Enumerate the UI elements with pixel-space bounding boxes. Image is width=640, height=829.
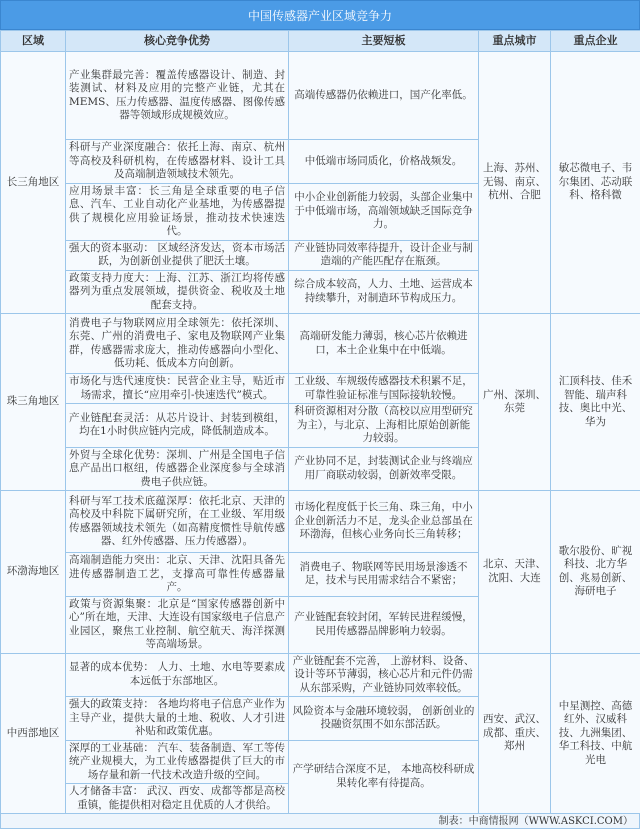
advantage-cell: 高端制造能力突出：北京、天津、沈阳具备先进传感器制造工艺，支撑高可靠性传感器量产。 [66,553,289,597]
shortcoming-cell: 消费电子、物联网等民用场景渗透不足，技术与民用需求结合不紧密； [289,553,479,597]
advantage-cell: 产业链配套灵活：从芯片设计、封装到模组，均在1小时供应链内完成，降低制造成本。 [66,404,289,448]
advantage-cell: 强大的政策支持： 各地均将电子信息产业作为主导产业，提供大量的土地、税收、人才引进补贴和政策优惠。 [66,697,289,741]
key-cities: 西安、武汉、成都、重庆、郑州 [479,653,551,814]
key-cities: 广州、深圳、东莞 [479,314,551,491]
shortcoming-cell: 综合成本较高，人力、土地、运营成本持续攀升，对制造环节构成压力。 [289,270,479,314]
table-row [1,653,640,697]
shortcoming-cell: 市场化程度低于长三角、珠三角，中小企业创新活力不足，龙头企业总部虽在环渤海，但核心业务向长三角转移； [289,491,479,553]
shortcoming-cell: 产业链配套不完善， 上游材料、设备、设计等环节薄弱，核心芯片和元件仍需从东部采购，产业链协同效率较低。 [289,653,479,697]
key-companies: 中星测控、高德红外、汉威科技、九洲集团、华工科技、中航光电 [551,653,640,814]
advantage-cell: 科研与产业深度融合：依托上海、南京、杭州等高校及科研机构，在传感器材料、设计工具及高端制造领域技术领先。 [66,140,289,184]
key-cities: 北京、天津、沈阳、大连 [479,491,551,654]
table-row [1,314,640,374]
shortcoming-cell: 高端研发能力薄弱，核心芯片依赖进口，本土企业集中在中低端。 [289,314,479,374]
shortcoming-cell: 产业协同不足，封装测试企业与终端应用厂商联动较弱，创新效率受限。 [289,447,479,491]
shortcoming-cell: 产业链配套较封闭，军转民进程缓慢，民用传感器品牌影响力较弱。 [289,596,479,653]
region-name: 中西部地区 [1,653,66,814]
header-cities: 重点城市 [479,31,551,52]
region-name: 环渤海地区 [1,491,66,654]
shortcoming-cell: 风险资本与金融环境较弱， 创新创业的投融资氛围不如东部活跃。 [289,697,479,741]
table-row [1,491,640,553]
shortcoming-cell: 中低端市场同质化，价格战频发。 [289,140,479,184]
advantage-cell: 科研与军工技术底蕴深厚：依托北京、天津的高校及中科院下属研究所，在工业级、军用级传感器领域技术领先（如高精度惯性导航传感器、红外传感器、压力传感器）。 [66,491,289,553]
region-name: 长三角地区 [1,52,66,314]
advantage-cell: 消费电子与物联网应用全球领先：依托深圳、东莞、广州的消费电子、家电及物联网产业集群，传感器需求庞大，推动传感器向小型化、低功耗、低成本方向创新。 [66,314,289,374]
header-row [1,31,640,52]
shortcoming-cell: 中小企业创新能力较弱，头部企业集中于中低端市场，高端领域缺乏国际竞争力。 [289,183,479,240]
advantage-cell: 市场化与迭代速度快：民营企业主导，贴近市场需求，擅长“应用牵引-快速迭代”模式。 [66,374,289,404]
shortcoming-cell: 工业级、车规级传感器技术积累不足，可靠性验证标准与国际接轨较慢。 [289,374,479,404]
header-companies: 重点企业 [551,31,640,52]
shortcoming-cell: 产业链协同效率待提升，设计企业与制造端的产能匹配存在瓶颈。 [289,240,479,270]
shortcoming-cell: 高端传感器仍依赖进口，国产化率低。 [289,52,479,140]
key-companies: 敏芯微电子、韦尔集团、芯动联科、格科微 [551,52,640,314]
header-shortcomings: 主要短板 [289,31,479,52]
header-advantages: 核心竞争优势 [66,31,289,52]
key-companies: 歌尔股份、旷视科技、北方华创、兆易创新、海研电子 [551,491,640,654]
header-region: 区域 [1,31,66,52]
advantage-cell: 强大的资本驱动： 区域经济发达，资本市场活跃，为创新创业提供了肥沃土壤。 [66,240,289,270]
table-title: 中国传感器产业区域竞争力 [0,0,640,30]
advantage-cell: 应用场景丰富：长三角是全球重要的电子信息、汽车、工业自动化产业基地，为传感器提供了规模化应用验证场景，推动技术快速迭代。 [66,183,289,240]
advantage-cell: 显著的成本优势： 人力、土地、水电等要素成本远低于东部地区。 [66,653,289,697]
advantage-cell: 外贸与全球化优势：深圳、广州是全国电子信息产品出口枢纽，传感器企业深度参与全球消费电子供应链。 [66,447,289,491]
advantage-cell: 政策与资源集聚：北京是“国家传感器创新中心”所在地，天津、大连设有国家级电子信息产业园区，聚焦工业控制、航空航天、海洋探测等高端场景。 [66,596,289,653]
advantage-cell: 产业集群最完善：覆盖传感器设计、制造、封装测试、材料及应用的完整产业链，尤其在MEMS、压力传感器、温度传感器、图像传感器等领域形成规模效应。 [66,52,289,140]
advantage-cell: 人才储备丰富： 武汉、西安、成都等都是高校重镇，能提供相对稳定且优质的人才供给。 [66,784,289,814]
table-row [1,52,640,140]
shortcoming-cell: 科研资源相对分散（高校以应用型研究为主），与北京、上海相比原始创新能力较弱。 [289,404,479,448]
key-companies: 汇顶科技、佳禾智能、瑞声科技、奥比中光、华为 [551,314,640,491]
advantage-cell: 深厚的工业基础： 汽车、装备制造、军工等传统产业规模大，为工业传感器提供了巨大的市场存量和新一代技术改造升级的空间。 [66,740,289,784]
advantage-cell: 政策支持力度大：上海、江苏、浙江均将传感器列为重点发展领域，提供资金、税收及土地配套支持。 [66,270,289,314]
key-cities: 上海、苏州、无锡、南京、杭州、合肥 [479,52,551,314]
shortcoming-cell: 产学研结合深度不足， 本地高校科研成果转化率有待提高。 [289,740,479,814]
region-competitiveness-table [0,30,640,814]
region-name: 珠三角地区 [1,314,66,491]
source-footer: 制表：中商情报网（WWW.ASKCI.COM） [0,814,640,829]
